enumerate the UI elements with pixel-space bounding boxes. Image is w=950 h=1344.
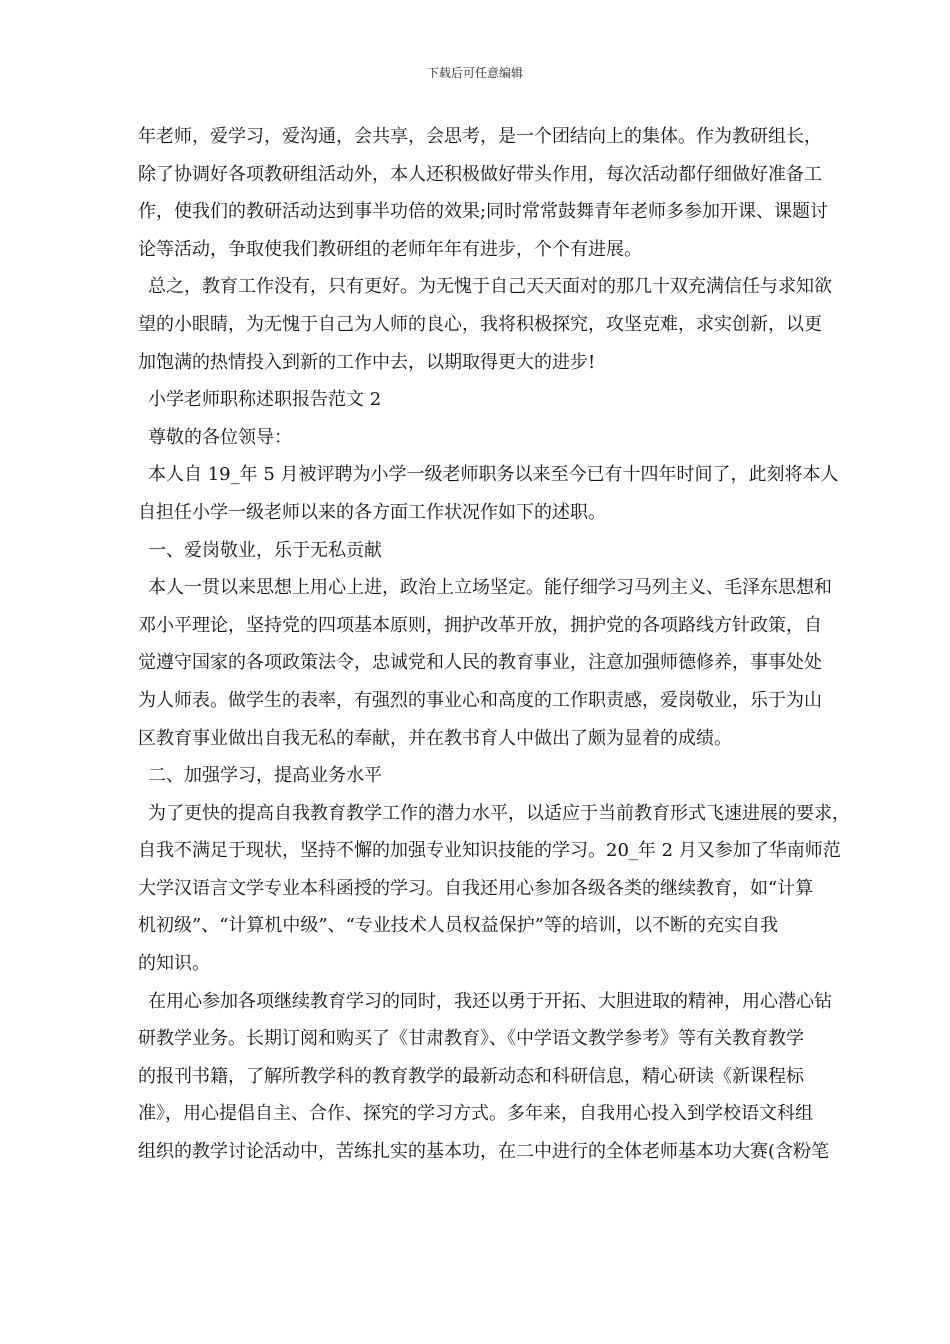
text-line: 二、加强学习，提高业务水平 — [148, 765, 382, 787]
text-line: 论等活动，争取使我们教研组的老师年年有进步，个个有进展。 — [138, 238, 642, 260]
text-line: 机初级”、“计算机中级”、“专业技术人员权益保护”等的培训，以不断的充实自我 — [138, 915, 779, 937]
text-line: 年老师，爱学习，爱沟通，会共享，会思考，是一个团结向上的集体。作为教研组长， — [138, 126, 822, 147]
text-line: 加饱满的热情投入到新的工作中去，以期取得更大的进步! — [138, 351, 596, 373]
text-line: 望的小眼睛，为无愧于自己为人师的良心，我将积极探究，攻坚克难，求实创新，以更 — [138, 313, 822, 335]
text-line: 一、爱岗敬业，乐于无私贡献 — [148, 539, 382, 561]
text-line: 组织的教学讨论活动中，苦练扎实的基本功，在二中进行的全体老师基本功大赛(含粉笔 — [138, 1141, 830, 1163]
text-line: 在用心参加各项继续教育学习的同时，我还以勇于开拓、大胆进取的精神，用心潜心钻 — [148, 990, 832, 1012]
document-body — [138, 118, 890, 1171]
text-line: 为人师表。做学生的表率，有强烈的事业心和高度的工作职责感，爱岗敬业，乐于为山 — [138, 689, 822, 711]
text-line: 为了更快的提高自我教育教学工作的潜力水平，以适应于当前教育形式飞速进展的要求， — [148, 802, 850, 824]
text-line: 除了协调好各项教研组活动外，本人还积极做好带头作用，每次活动都仔细做好准备工 — [138, 163, 822, 185]
text-line: 尊敬的各位领导： — [148, 426, 292, 448]
text-line: 自我不满足于现状，坚持不懈的加强专业知识技能的学习。20_年 2 月又参加了华南师范 — [138, 840, 841, 862]
text-line: 自担任小学一级老师以来的各方面工作状况作如下的述职。 — [138, 501, 606, 523]
text-line: 本人一贯以来思想上用心上进，政治上立场坚定。能仔细学习马列主义、毛泽东思想和 — [148, 577, 832, 599]
text-line: 研教学业务。长期订阅和购买了《甘肃教育》、《中学语文教学参考》等有关教育教学 — [138, 1028, 804, 1050]
text-line: 的知识。 — [138, 953, 210, 975]
text-line: 总之，教育工作没有，只有更好。为无愧于自己天天面对的那几十双充满信任与求知欲 — [148, 276, 832, 298]
text-line: 准》，用心提倡自主、合作、探究的学习方式。多年来，自我用心投入到学校语文科组 — [138, 1103, 813, 1125]
text-line: 邓小平理论，坚持党的四项基本原则，拥护改革开放，拥护党的各项路线方针政策，自 — [138, 614, 822, 636]
text-line: 的报刊书籍，了解所教学科的教育教学的最新动态和科研信息，精心研读《新课程标 — [138, 1065, 804, 1087]
text-line: 小学老师职称述职报告范文 2 — [148, 389, 382, 411]
text-line: 大学汉语言文学专业本科函授的学习。自我还用心参加各级各类的继续教育，如“计算 — [138, 877, 814, 899]
text-line: 区教育事业做出自我无私的奉献，并在教书育人中做出了颇为显着的成绩。 — [138, 727, 732, 749]
text-line: 本人自 19_年 5 月被评聘为小学一级老师职务以来至今已有十四年时间了，此刻将本人 — [148, 464, 839, 486]
text-line: 觉遵守国家的各项政策法令，忠诚党和人民的教育事业，注意加强师德修养，事事处处 — [138, 652, 822, 674]
page-header: 下载后可任意编辑 — [426, 66, 523, 80]
text-line: 作，使我们的教研活动达到事半功倍的效果;同时常常鼓舞青年老师多参加开课、课题讨 — [138, 201, 829, 223]
